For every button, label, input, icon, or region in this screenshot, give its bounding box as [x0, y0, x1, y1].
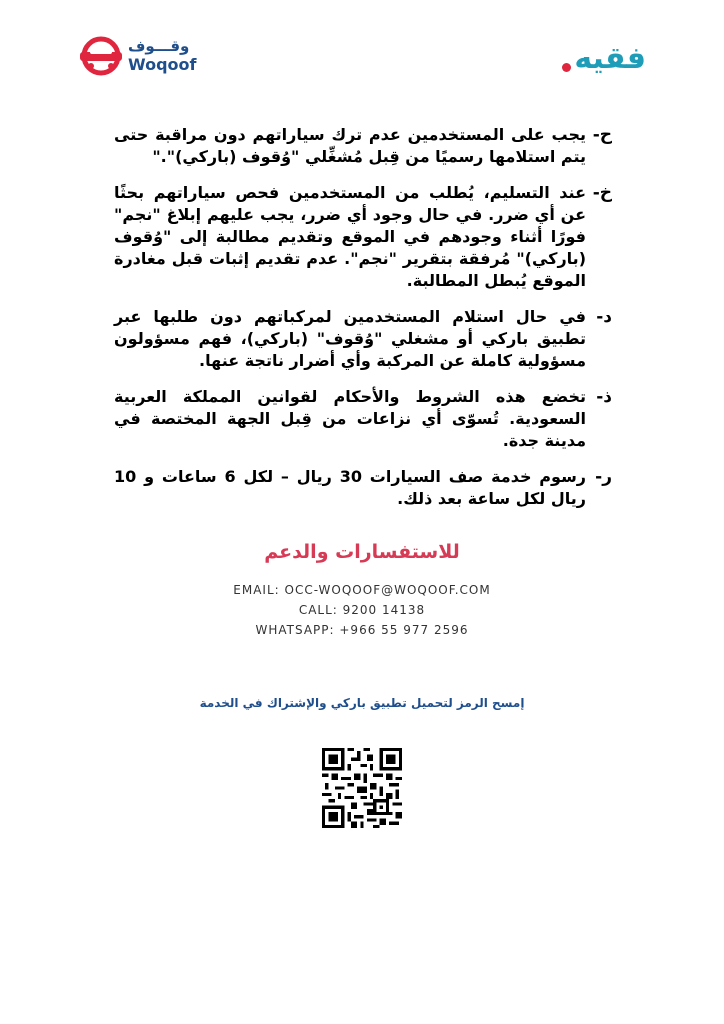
faqeeh-dot-icon — [562, 63, 571, 72]
woqoof-logo — [78, 36, 208, 76]
clause-item — [114, 386, 612, 452]
clause-letter: ح- — [592, 125, 612, 145]
clause-item — [114, 466, 612, 510]
clause-letter: ذ- — [596, 387, 612, 407]
woqoof-logo-arabic: وقـــوف — [128, 37, 190, 55]
scan-instruction: إمسح الرمز لتحميل تطبيق باركي والإشتراك في الخدمة — [199, 696, 525, 710]
clause-item — [114, 306, 612, 372]
contact-email[interactable]: EMAIL: OCC-WOQOOF@WOQOOF.COM — [233, 583, 491, 597]
clause-text: رسوم خدمة صف السيارات 30 ريال – لكل 6 ساعات و 10 ريال لكل ساعة بعد ذلك. — [114, 467, 587, 508]
clause-letter: ر- — [595, 467, 612, 487]
clause-text: تخضع هذه الشروط والأحكام لقوانين المملكة العربية السعودية. تُسوّى أي نزاعات من قِبل الجهة المختصة في مدينة جدة. — [114, 387, 586, 450]
clause-item — [114, 182, 612, 292]
clause-letter: د- — [596, 307, 612, 327]
support-heading: للاستفسارات والدعم — [264, 541, 460, 563]
clause-item — [114, 124, 612, 168]
faqeeh-logo — [562, 36, 646, 76]
faqeeh-logo-text: فقيه — [574, 41, 646, 76]
car-icon — [78, 36, 124, 76]
contact-phone[interactable]: CALL: 9200 14138 — [298, 603, 426, 617]
clause-text: عند التسليم، يُطلب من المستخدمين فحص سياراتهم بحثًا عن أي ضرر. في حال وجود أي ضرر، يجب عليهم إبلاغ "نجم" فورًا أثناء وجودهم في الموقع وتقديم مطالبة إلى "وُقوف (باركي)" مُرفقة بتقرير "نجم". عدم تقديم إثبات قبل مغادرة الموقع يُبطل المطالبة. — [114, 183, 586, 290]
clause-text: في حال استلام المستخدمين لمركباتهم دون طلبها عبر تطبيق باركي أو مشغلي "وُقوف" (باركي)، فهم مسؤولون مسؤولية كاملة عن المركبة وأي أضرار ناتجة عنها. — [114, 307, 586, 370]
contact-whatsapp[interactable]: WHATSAPP: +966 55 977 2596 — [255, 623, 469, 637]
woqoof-logo-english: Woqoof — [128, 55, 197, 74]
terms-clauses — [114, 124, 612, 524]
clause-text: يجب على المستخدمين عدم ترك سياراتهم دون مراقبة حتى يتم استلامها رسميًا من قِبل مُشغِّلي "وُقوف (باركي)"." — [114, 125, 586, 166]
qr-code[interactable] — [322, 748, 402, 828]
clause-letter: خ- — [592, 183, 612, 203]
